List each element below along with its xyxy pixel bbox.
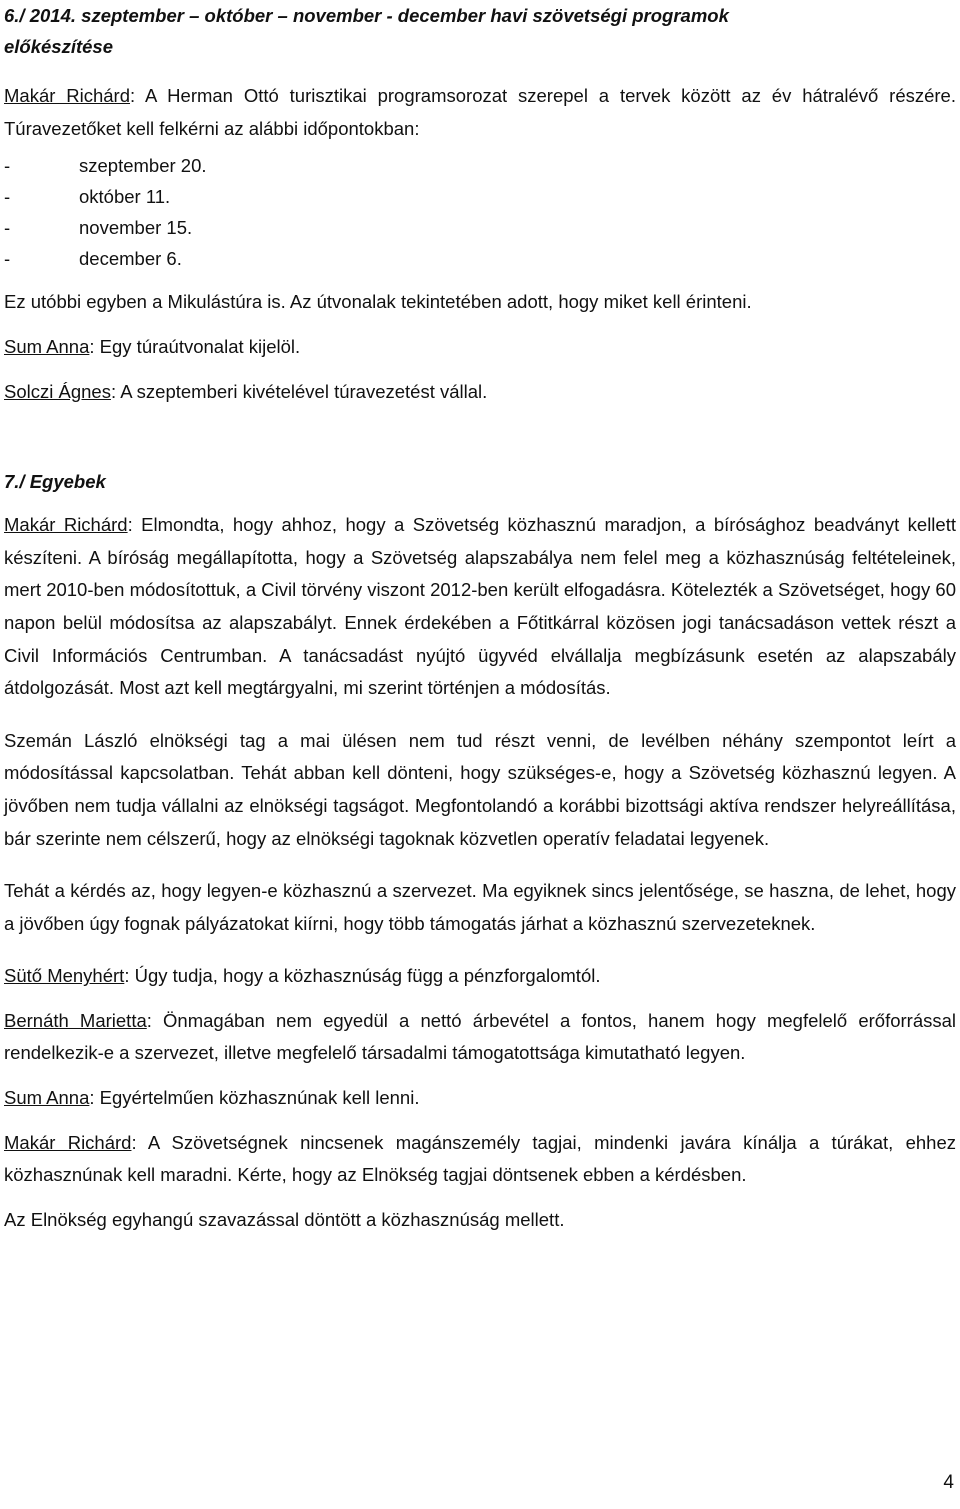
list-item: - november 15. — [4, 216, 193, 238]
paragraph-dontes: Az Elnökség egyhangú szavazással döntött a közhasznúság mellett. — [4, 1208, 565, 1230]
speaker-name: Sütő Menyhért — [4, 965, 125, 987]
document-page — [4, 0, 956, 1236]
paragraph-sum-anna-2: Sum Anna: Egyértelműen közhasznúnak kell lenni. — [4, 1087, 420, 1109]
section-6-heading-number: 6./ 2014. — [4, 5, 77, 26]
speaker-name: Sum Anna — [4, 335, 90, 357]
speaker-name: Bernáth Marietta — [4, 1009, 147, 1031]
list-item: - szeptember 20. — [4, 155, 207, 177]
list-item: - október 11. — [4, 185, 171, 207]
paragraph-sum-anna: Sum Anna: Egy túraútvonalat kijelöl. — [4, 335, 301, 357]
paragraph-suto-menyhert: Sütő Menyhért: Úgy tudja, hogy a közhasznúság függ a pénzforgalomtól. — [4, 965, 601, 987]
speaker-name: Sum Anna — [4, 1087, 90, 1109]
paragraph-bernath-marietta: Bernáth Marietta: Önmagában nem egyedül a nettó árbevétel a fontos, hanem hogy megfelelő erőforrással rendelkezik-e a szervezet, illetve megfelelő társadalmi támogatottsága kimutatható legyen. — [4, 1009, 957, 1064]
speaker-name: Solczi Ágnes — [4, 380, 111, 402]
paragraph-kerdes: Tehát a kérdés az, hogy legyen-e közhasznú a szervezet. Ma egyiknek sincs jelentősége, se haszna, de lehet, hogy a jövőben úgy fognak pályázatokat kiírni, hogy több támogatás járhat a közhasznú szervezeteknek. — [4, 880, 956, 934]
paragraph-text: : A Herman Ottó turisztikai programsorozat szerepel a tervek között az év hátralévő részére. Túravezetőket kell felkérni az alábbi időpontokban: — [4, 85, 956, 139]
section-6-heading-line2: előkészítése — [4, 36, 114, 57]
speaker-name: Makár Richárd — [4, 514, 128, 536]
speaker-name: Makár Richárd — [4, 1131, 132, 1153]
date-list — [4, 151, 956, 274]
section-6-heading-text: szeptember – október – november - december havi szövetségi programok — [81, 5, 729, 26]
speaker-name: Makár Richárd — [4, 85, 131, 106]
paragraph-szeman-laszlo: Szemán László elnökségi tag a mai ülésen nem tud részt venni, de levélben néhány szempontot leírt a módosítással kapcsolatban. Tehát abban kell dönteni, hogy szükséges-e, hogy a Szövetség közhasznú legyen. A jövőben nem tudja vállalni az elnökségi tagságot. Megfontolandó a korábbi bizottsági aktíva rendszer helyreállítása, bár szerinte nem célszerű, hogy az elnökségi tagoknak közvetlen operatív feladatai legyenek. — [4, 729, 956, 849]
list-item: - december 6. — [4, 247, 182, 269]
section-7-heading: 7./ Egyebek — [4, 471, 106, 493]
paragraph-mikulastura: Ez utóbbi egyben a Mikulástúra is. Az útvonalak tekintetében adott, hogy miket kell érinteni. — [4, 291, 752, 313]
paragraph-makar-richard-2: Makár Richárd: A Szövetségnek nincsenek magánszemély tagjai, mindenki javára kínálja a túrákat, ehhez közhasznúnak kell maradni. Kérte, hogy az Elnökség tagjai döntsenek ebben a kérdésben. — [4, 1131, 956, 1186]
paragraph-solczi-agnes: Solczi Ágnes: A szeptemberi kivételével túravezetést vállal. — [4, 380, 488, 402]
section-6-heading — [4, 0, 956, 62]
page-number: 4 — [943, 1472, 954, 1493]
paragraph-herman-otto — [4, 80, 956, 145]
paragraph-kozhasznusag: Makár Richárd: Elmondta, hogy ahhoz, hogy a Szövetség közhasznú maradjon, a bírósághoz beadványt kellett készíteni. A bíróság megállapította, hogy a Szövetség alapszabálya nem felel meg a közhasznúság feltételeinek, mert 2010-ben módosítottuk, a Civil törvény viszont 2012-ben került elfogadásra. Kötelezték a Szövetséget, hogy 60 napon belül módosítsa az alapszabályt. Ennek érdekében a Főtitkárral közösen jogi tanácsadáson vettek részt a Civil Információs Centrumban. A tanácsadást nyújtó ügyvéd elvállalja megbízásunk esetén az alapszabály átdolgozását. Most azt kell megtárgyalni, mi szerint történjen a módosítás. — [4, 514, 956, 699]
